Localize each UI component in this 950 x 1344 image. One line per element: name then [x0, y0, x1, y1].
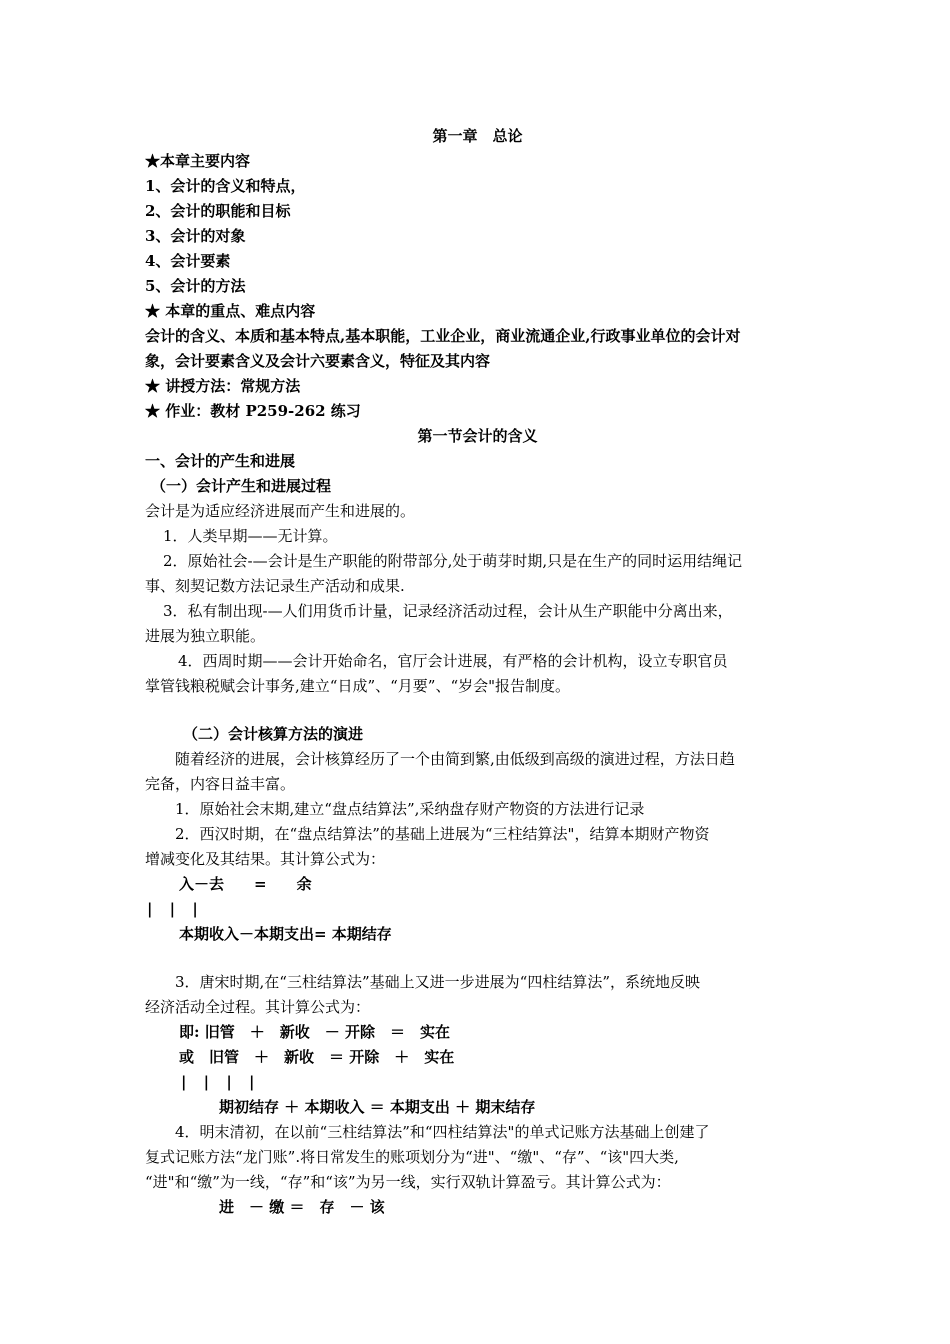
formula: 即: 旧管 ＋ 新收 － 开除 ＝ 实在	[179, 1023, 450, 1041]
heading-level2: （二）会计核算方法的演进	[183, 725, 364, 743]
formula: 或 旧管 ＋ 新收 ＝ 开除 ＋ 实在	[179, 1048, 455, 1066]
list-item: 2、会计的职能和目标	[145, 202, 291, 220]
heading-level2: （一）会计产生和进展过程	[151, 477, 332, 495]
chapter-title: 第一章 总论	[432, 127, 523, 145]
formula-bars: | | |	[147, 900, 204, 918]
list-item: 3、会计的对象	[145, 227, 246, 245]
key-points-text: 会计的含义、本质和基本特点,基本职能，工业企业，商业流通企业,行政事业单位的会计对	[145, 327, 741, 345]
paragraph: 3．唐宋时期,在“三柱结算法”基础上又进一步进展为“四柱结算法”，系统地反映	[175, 973, 700, 991]
main-content-heading: ★本章主要内容	[145, 152, 251, 170]
section-title: 第一节会计的含义	[417, 427, 538, 445]
key-points-heading: ★ 本章的重点、难点内容	[145, 302, 316, 320]
formula-description: 本期收入－本期支出= 本期结存	[179, 925, 392, 943]
paragraph: 掌管钱粮税赋会计事务,建立“日成”、“月要”、“岁会"报告制度。	[145, 677, 571, 695]
paragraph: 3．私有制出现-—人们用货币计量，记录经济活动过程，会计从生产职能中分离出来，	[163, 602, 733, 620]
homework: ★ 作业：教材 P259-262 练习	[145, 402, 361, 420]
formula-description: 期初结存 ＋ 本期收入 ＝ 本期支出 ＋ 期末结存	[219, 1098, 536, 1116]
paragraph: 4．西周时期——会计开始命名，官厅会计进展，有严格的会计机构，设立专职官员	[178, 652, 728, 670]
formula-bars: | | | |	[181, 1073, 261, 1091]
key-points-text: 象，会计要素含义及会计六要素含义，特征及其内容	[145, 352, 491, 370]
paragraph: 完备，内容日益丰富。	[145, 775, 296, 793]
heading-level1: 一、会计的产生和进展	[145, 452, 296, 470]
paragraph: 增减变化及其结果。其计算公式为：	[145, 850, 386, 868]
formula: 进 － 缴 ＝ 存 － 该	[219, 1198, 385, 1216]
paragraph: 随着经济的进展，会计核算经历了一个由简到繁,由低级到高级的演进过程，方法日趋	[175, 750, 735, 768]
paragraph: 1．原始社会末期,建立“盘点结算法”,采纳盘存财产物资的方法进行记录	[175, 800, 645, 818]
paragraph: “进"和“缴”为一线，“存”和“该”为另一线，实行双轨计算盈亏。其计算公式为：	[145, 1173, 671, 1191]
formula: 入－去 = 余	[179, 875, 312, 893]
list-item: 1、会计的含义和特点，	[145, 177, 306, 195]
paragraph: 经济活动全过程。其计算公式为：	[145, 998, 371, 1016]
teaching-method: ★ 讲授方法：常规方法	[145, 377, 301, 395]
paragraph: 2．西汉时期，在“盘点结算法”的基础上进展为“三柱结算法"，结算本期财产物资	[175, 825, 710, 843]
paragraph: 1．人类早期——无计算。	[163, 527, 338, 545]
paragraph: 4．明末清初，在以前“三柱结算法”和“四柱结算法"的单式记账方法基础上创建了	[175, 1123, 710, 1141]
list-item: 4、会计要素	[145, 252, 231, 270]
paragraph: 2．原始社会-—会计是生产职能的附带部分,处于萌芽时期,只是在生产的同时运用结绳记	[163, 552, 743, 570]
list-item: 5、会计的方法	[145, 277, 246, 295]
paragraph: 事、刻契记数方法记录生产活动和成果.	[145, 577, 405, 595]
paragraph: 会计是为适应经济进展而产生和进展的。	[145, 502, 416, 520]
paragraph: 复式记账方法“龙门账”.将日常发生的账项划分为“进"、“缴"、“存”、“该"四大类,	[145, 1148, 679, 1166]
paragraph: 进展为独立职能。	[145, 627, 266, 645]
